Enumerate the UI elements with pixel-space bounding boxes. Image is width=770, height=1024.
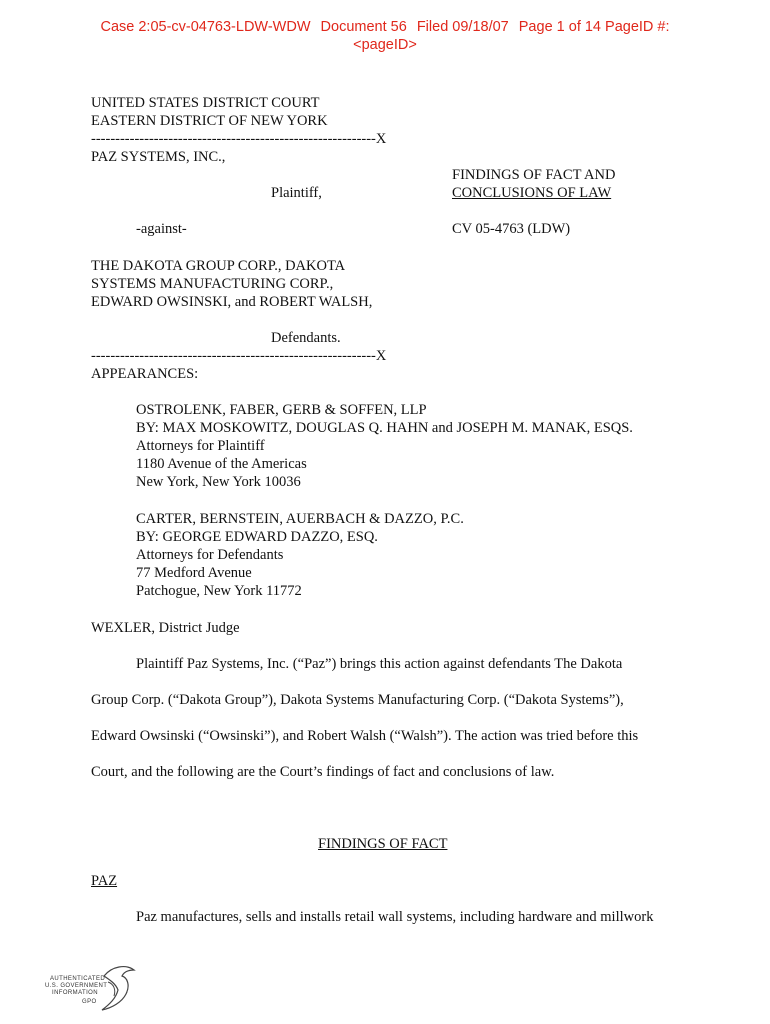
- caption-separator-top: -----------------------------------------------------------X: [91, 131, 387, 147]
- judge-name: WEXLER, District Judge: [91, 620, 240, 636]
- section-heading: FINDINGS OF FACT: [318, 836, 448, 852]
- defendant-counsel-street: 77 Medford Avenue: [136, 565, 252, 581]
- subsection-heading: PAZ: [91, 873, 118, 889]
- page-info: Page 1 of 14 PageID #:: [518, 19, 670, 35]
- seal-line-3: INFORMATION: [52, 990, 98, 996]
- against-label: -against-: [136, 221, 187, 237]
- document-title-line-1: FINDINGS OF FACT AND: [452, 167, 616, 183]
- plaintiff-counsel-street: 1180 Avenue of the Americas: [136, 456, 307, 472]
- intro-line-4: Court, and the following are the Court’s findings of fact and conclusions of law.: [91, 764, 555, 780]
- plaintiff-counsel-role: Attorneys for Plaintiff: [136, 438, 265, 454]
- document-title-line-2: CONCLUSIONS OF LAW: [452, 185, 612, 201]
- caption-separator-bottom: -----------------------------------------------------------X: [91, 348, 387, 364]
- gpo-authentication-seal: [42, 962, 142, 1018]
- document-number: Document 56: [320, 19, 407, 35]
- filing-header: [0, 18, 770, 36]
- intro-line-3: Edward Owsinski (“Owsinski”), and Robert Walsh (“Walsh”). The action was tried before this: [91, 728, 639, 744]
- plaintiff-role: Plaintiff,: [271, 185, 322, 201]
- paz-paragraph-line-1: Paz manufactures, sells and installs retail wall systems, including hardware and millwork: [136, 909, 654, 925]
- plaintiff-counsel-attorneys: BY: MAX MOSKOWITZ, DOUGLAS Q. HAHN and JOSEPH M. MANAK, ESQS.: [136, 420, 633, 436]
- intro-line-1: Plaintiff Paz Systems, Inc. (“Paz”) brings this action against defendants The Dakota: [136, 656, 623, 672]
- defendants-line-1: THE DAKOTA GROUP CORP., DAKOTA: [91, 258, 346, 274]
- defendant-counsel-role: Attorneys for Defendants: [136, 547, 284, 563]
- seal-line-2: U.S. GOVERNMENT: [45, 983, 108, 989]
- court-name: UNITED STATES DISTRICT COURT: [91, 95, 320, 111]
- case-number-header: Case 2:05-cv-04763-LDW-WDW: [100, 19, 311, 35]
- page-id: <pageID>: [353, 37, 417, 53]
- defendants-line-3: EDWARD OWSINSKI, and ROBERT WALSH,: [91, 294, 373, 310]
- defendants-line-2: SYSTEMS MANUFACTURING CORP.,: [91, 276, 334, 292]
- seal-line-4: GPO: [82, 999, 97, 1005]
- appearances-heading: APPEARANCES:: [91, 366, 199, 382]
- eagle-icon: [98, 962, 138, 1018]
- court-district: EASTERN DISTRICT OF NEW YORK: [91, 113, 328, 129]
- defendant-counsel-attorney: BY: GEORGE EDWARD DAZZO, ESQ.: [136, 529, 378, 545]
- defendant-counsel-city: Patchogue, New York 11772: [136, 583, 302, 599]
- filed-date: Filed 09/18/07: [416, 19, 509, 35]
- defendant-counsel-firm: CARTER, BERNSTEIN, AUERBACH & DAZZO, P.C.: [136, 511, 464, 527]
- plaintiff-counsel-city: New York, New York 10036: [136, 474, 301, 490]
- intro-line-2: Group Corp. (“Dakota Group”), Dakota Systems Manufacturing Corp. (“Dakota Systems”),: [91, 692, 624, 708]
- plaintiff-counsel-firm: OSTROLENK, FABER, GERB & SOFFEN, LLP: [136, 402, 427, 418]
- civil-case-number: CV 05-4763 (LDW): [452, 221, 571, 237]
- plaintiff-name: PAZ SYSTEMS, INC.,: [91, 149, 226, 165]
- seal-line-1: AUTHENTICATED: [50, 976, 106, 982]
- defendants-role: Defendants.: [271, 330, 341, 346]
